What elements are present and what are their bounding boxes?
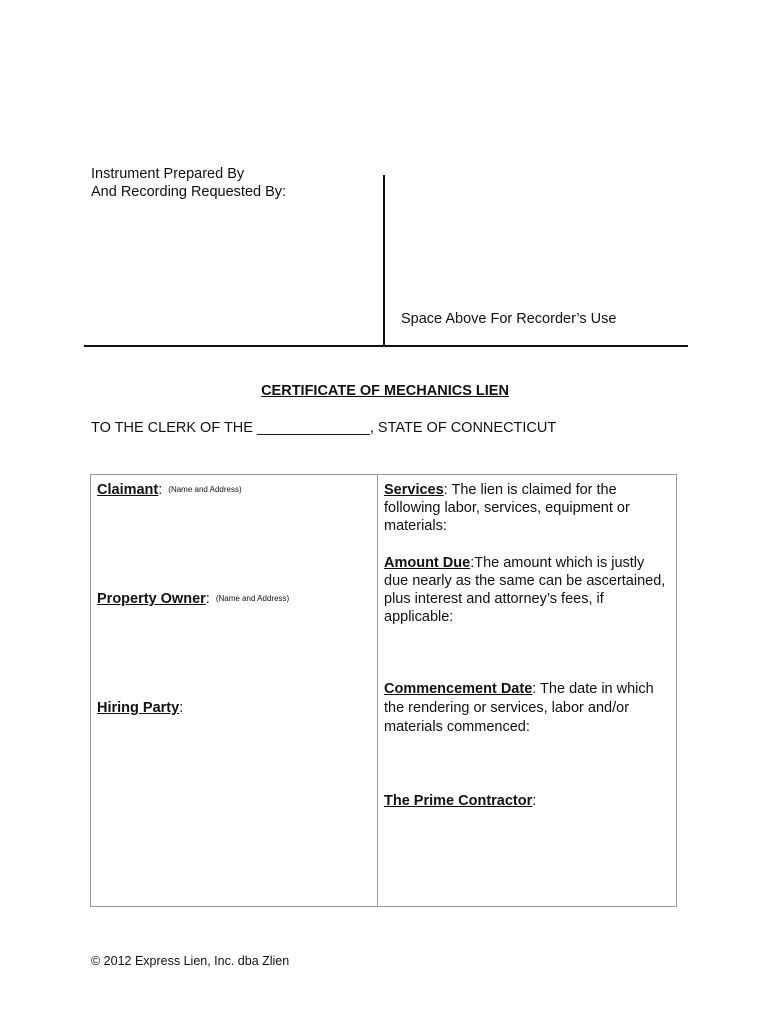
services-text: : The lien is claimed for the following labor, services, equipment or materials: [384,482,630,534]
property-owner-colon: : [205,591,210,607]
hiring-party-label: Hiring Party [97,700,180,716]
claimant-field [97,481,242,499]
property-owner-hint: (Name and Address) [215,594,290,603]
copyright-footer: © 2012 Express Lien, Inc. dba Zlien [91,954,290,968]
amount-due-field [384,554,669,626]
document-title: CERTIFICATE OF MECHANICS LIEN [261,383,509,399]
amount-due-label: Amount Due [384,555,471,571]
commencement-date-label: Commencement Date [384,681,533,697]
claimant-colon: : [158,482,163,498]
header-vertical-divider [383,175,385,347]
amount-due-text: :The amount which is justly due nearly as the same can be ascertained, plus interest and attorney’s fees, if applicable: [384,555,666,625]
prime-contractor-field [384,792,669,810]
claimant-label: Claimant [97,482,159,498]
prime-contractor-colon: : [532,793,537,809]
prepared-by-label: Instrument Prepared By [91,166,245,182]
recording-requested-by-label: And Recording Requested By: [91,184,287,200]
clerk-address-line: TO THE CLERK OF THE ______________, STATE OF CONNECTICUT [91,420,557,436]
property-owner-field [97,590,289,608]
commencement-date-text: : The date in which the rendering or services, labor and/or materials commenced: [384,681,654,735]
commencement-date-field [384,680,669,737]
header-horizontal-rule [84,345,688,347]
hiring-party-colon: : [179,700,184,716]
services-label: Services [384,482,444,498]
hiring-party-field [97,699,183,717]
property-owner-label: Property Owner [97,591,206,607]
recorder-space-label: Space Above For Recorder’s Use [401,311,617,327]
services-field [384,481,669,535]
claimant-hint: (Name and Address) [168,485,242,494]
table-column-divider [377,474,378,907]
prime-contractor-label: The Prime Contractor [384,793,533,809]
